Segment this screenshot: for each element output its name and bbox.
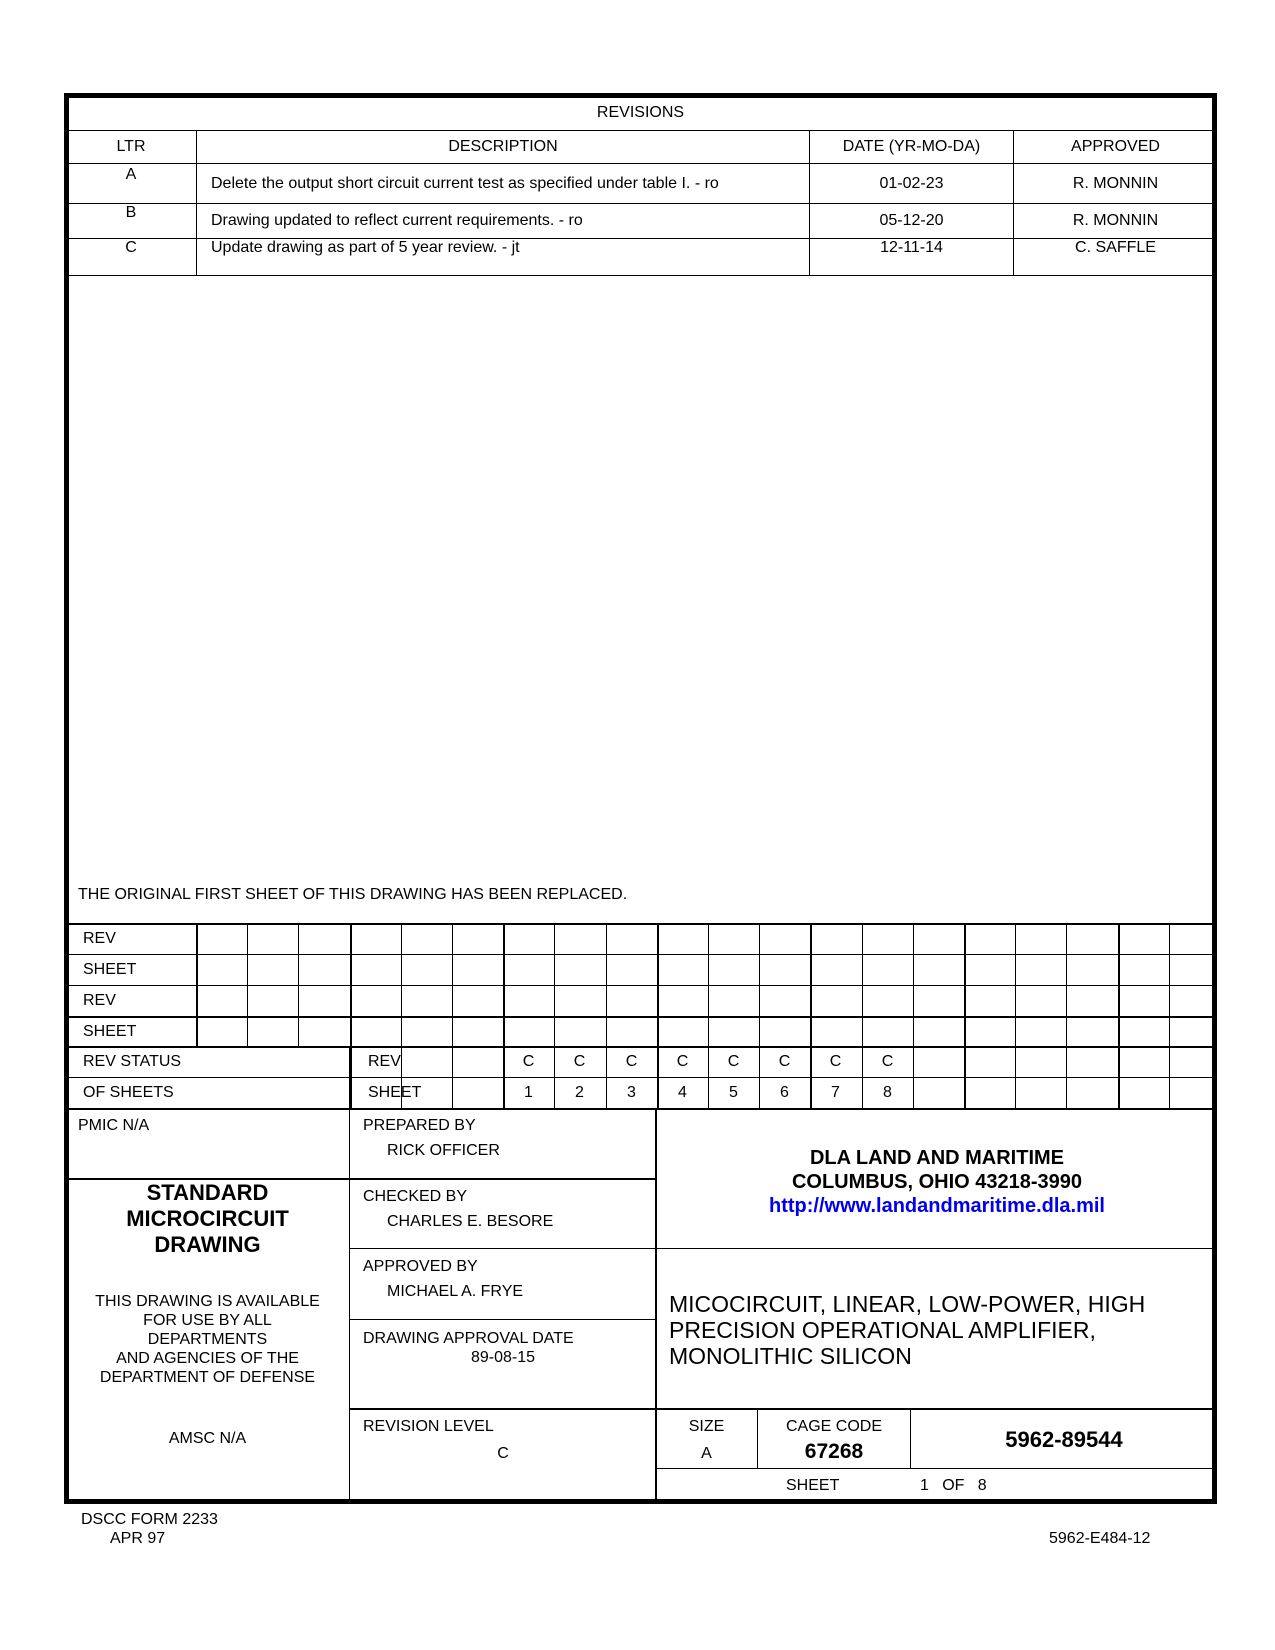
header-description: DESCRIPTION — [448, 138, 558, 155]
divider — [66, 985, 1217, 986]
divider — [66, 923, 1217, 925]
revision-ltr: C — [125, 239, 137, 256]
checked-by-name: CHARLES E. BESORE — [387, 1213, 554, 1230]
divider — [1015, 1046, 1016, 1108]
organization-block — [657, 1146, 1217, 1218]
sheet-grid-row-label: SHEET — [83, 961, 137, 978]
divider — [247, 923, 248, 1046]
rev-status-rev-cell: C — [676, 1053, 689, 1070]
revision-level: C — [497, 1445, 509, 1462]
revision-date: 12-11-14 — [880, 239, 943, 256]
divider — [350, 1319, 656, 1320]
divider — [452, 923, 453, 1108]
drawing-title — [669, 1291, 1145, 1369]
revision-approved: R. MONNIN — [1072, 212, 1159, 229]
drawing-number: 5962-89544 — [1005, 1427, 1123, 1452]
divider — [1169, 1046, 1170, 1108]
divider — [1066, 1046, 1067, 1108]
rev-status-rev-cell: C — [829, 1053, 842, 1070]
rev-status-label: REV STATUS — [83, 1053, 182, 1070]
standard-title — [66, 1180, 349, 1258]
rev-status-sheet-cell: 6 — [780, 1084, 789, 1101]
sheet-grid-row-label: REV — [83, 992, 116, 1009]
divider — [656, 1468, 1217, 1469]
revision-approved: R. MONNIN — [1072, 175, 1159, 192]
availability-line: DEPARTMENT OF DEFENSE — [99, 1369, 316, 1386]
divider — [66, 163, 1217, 164]
checked-by-label: CHECKED BY — [363, 1188, 468, 1205]
approval-date: 89-08-15 — [470, 1349, 536, 1366]
header-date: DATE (YR-MO-DA) — [842, 138, 981, 155]
divider — [66, 275, 1217, 276]
rev-status-sheet-cell: 3 — [627, 1084, 636, 1101]
pmic-label: PMIC N/A — [78, 1117, 150, 1134]
organization-url-link[interactable]: http://www.landandmaritime.dla.mil — [769, 1195, 1105, 1217]
divider — [964, 1046, 966, 1108]
replaced-notice: THE ORIGINAL FIRST SHEET OF THIS DRAWING HAS BEEN REPLACED. — [78, 886, 628, 903]
divider — [401, 923, 402, 1108]
approved-by-name: MICHAEL A. FRYE — [387, 1283, 524, 1300]
availability-line: AND AGENCIES OF THE — [116, 1350, 299, 1367]
rev-status-sheet-cell: 2 — [575, 1084, 584, 1101]
rev-status-sheet-cell: 1 — [524, 1084, 533, 1101]
divider — [66, 130, 1217, 131]
divider — [349, 1046, 350, 1108]
form-date: APR 97 — [110, 1530, 166, 1547]
document-id: 5962-E484-12 — [1049, 1530, 1151, 1547]
divider — [66, 1046, 1217, 1048]
organization-name: DLA LAND AND MARITIME — [809, 1147, 1065, 1169]
approved-by-label: APPROVED BY — [363, 1258, 478, 1275]
sheet-of-value: 1 OF 8 — [920, 1477, 987, 1494]
form-number: DSCC FORM 2233 — [81, 1511, 218, 1528]
divider — [1118, 1046, 1120, 1108]
header-approved: APPROVED — [1071, 138, 1160, 155]
rev-status-rev-cell: C — [778, 1053, 791, 1070]
availability-statement — [66, 1292, 349, 1387]
rev-label: REV — [368, 1053, 401, 1070]
rev-status-rev-cell: C — [573, 1053, 586, 1070]
rev-status-rev-cell: C — [625, 1053, 638, 1070]
divider — [66, 1016, 1217, 1018]
revision-date: 05-12-20 — [879, 212, 944, 229]
revisions-title: REVISIONS — [596, 104, 685, 121]
divider — [66, 203, 1217, 204]
size-label: SIZE — [688, 1418, 725, 1435]
divider — [196, 923, 198, 1046]
divider — [66, 954, 1217, 955]
approval-date-label: DRAWING APPROVAL DATE — [363, 1330, 574, 1347]
availability-line: FOR USE BY ALL — [143, 1312, 272, 1329]
rev-status-sheet-cell: 7 — [831, 1084, 840, 1101]
divider — [66, 1108, 1217, 1110]
availability-line: THIS DRAWING IS AVAILABLE — [95, 1293, 320, 1310]
prepared-by-label: PREPARED BY — [363, 1117, 476, 1134]
standard-title-line: STANDARD — [146, 1180, 269, 1205]
size-value: A — [701, 1445, 712, 1462]
divider — [66, 1077, 1217, 1078]
divider — [350, 1408, 1217, 1410]
standard-title-line: DRAWING — [154, 1232, 261, 1257]
divider — [350, 1248, 656, 1249]
revision-ltr: A — [125, 166, 137, 183]
divider — [298, 923, 299, 1046]
drawing-title-line: MICOCIRCUIT, LINEAR, LOW-POWER, HIGH — [669, 1291, 1146, 1317]
organization-address: COLUMBUS, OHIO 43218-3990 — [791, 1171, 1083, 1193]
drawing-title-line: MONOLITHIC SILICON — [669, 1343, 912, 1369]
divider — [350, 1178, 656, 1180]
drawing-title-line: PRECISION OPERATIONAL AMPLIFIER, — [669, 1317, 1096, 1343]
rev-status-sheet-cell: 5 — [729, 1084, 738, 1101]
revision-approved: C. SAFFLE — [1075, 239, 1156, 256]
revision-description: Drawing updated to reflect current requirements. - ro — [211, 212, 583, 229]
rev-status-rev-cell: C — [881, 1053, 894, 1070]
revision-level-label: REVISION LEVEL — [363, 1418, 494, 1435]
cage-code-value: 67268 — [804, 1440, 864, 1463]
rev-status-rev-cell: C — [727, 1053, 740, 1070]
standard-title-line: MICROCIRCUIT — [126, 1206, 289, 1231]
sheet-label: SHEET — [786, 1477, 840, 1494]
revision-date: 01-02-23 — [879, 175, 944, 192]
rev-status-sheet-cell: 4 — [678, 1084, 687, 1101]
divider — [913, 1046, 914, 1108]
of-sheets-label: OF SHEETS — [83, 1084, 174, 1101]
sheet-grid-row-label: REV — [83, 930, 116, 947]
availability-line: DEPARTMENTS — [147, 1331, 268, 1348]
sheet-label: SHEET — [368, 1084, 422, 1101]
revision-ltr: B — [125, 204, 137, 221]
divider — [656, 1248, 1217, 1249]
rev-status-sheet-cell: 8 — [883, 1084, 892, 1101]
revision-description: Update drawing as part of 5 year review. - jt — [211, 239, 520, 256]
revision-description: Delete the output short circuit current test as specified under table I. - ro — [211, 175, 719, 192]
cage-code-label: CAGE CODE — [785, 1418, 882, 1435]
prepared-by-name: RICK OFFICER — [387, 1142, 500, 1159]
rev-status-rev-cell: C — [522, 1053, 535, 1070]
sheet-grid-row-label: SHEET — [83, 1023, 137, 1040]
amsc-label: AMSC N/A — [168, 1430, 247, 1447]
header-ltr: LTR — [116, 138, 146, 155]
divider — [350, 923, 352, 1108]
